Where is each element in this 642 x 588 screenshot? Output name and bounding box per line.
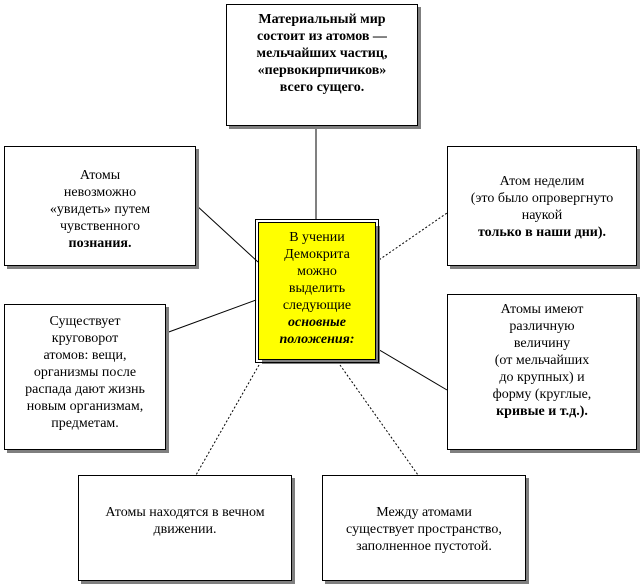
connector-bottom-left (196, 365, 259, 475)
right-top-line-3: наукой (521, 208, 563, 223)
bottom-left-box (78, 475, 292, 581)
right-mid-bold: кривые и т.д.). (496, 404, 588, 419)
bottom-right-line-3: заполненное пустотой. (356, 539, 492, 554)
left-top-bold: познания. (68, 236, 132, 251)
right-mid-line-3: величину (513, 336, 571, 351)
connector-left-mid (166, 300, 256, 333)
center-emph-2: положения: (279, 332, 355, 347)
left-top-line-2: невозможно (63, 185, 137, 200)
center-emph-1: основные (288, 315, 346, 330)
left-mid-line-6: новым организмам, (26, 399, 144, 414)
right-mid-line-6: форму (круглые, (492, 387, 592, 402)
right-mid-line-1: Атомы имеют (500, 302, 584, 317)
left-mid-line-5: распада дают жизнь (25, 382, 145, 397)
left-mid-box (4, 304, 166, 450)
connector-bottom-right (340, 365, 418, 475)
left-mid-line-7: предметам. (51, 416, 119, 431)
right-top-line-2: (это было опровергнуто (470, 191, 614, 206)
bottom-right-line-1: Между атомами (376, 505, 472, 520)
top-line-5: всего сущего. (279, 80, 365, 95)
center-line-4: выделить (288, 281, 346, 296)
bottom-right-line-2: существует пространство, (346, 522, 502, 537)
left-top-line-1: Атомы (79, 168, 121, 183)
left-mid-line-2: круговорот (51, 331, 119, 346)
center-box (258, 222, 376, 360)
connector-right-mid (376, 348, 447, 390)
right-top-bold: только в наши дни). (477, 225, 607, 240)
top-line-2: состоит из атомов — (257, 29, 387, 44)
top-line-1: Материальный мир (258, 12, 386, 27)
center-line-1: В учении (289, 230, 345, 245)
left-mid-line-3: атомов: вещи, (43, 348, 127, 363)
connector-right-top (376, 213, 447, 262)
left-mid-line-1: Существует (49, 314, 121, 329)
right-top-line-1: Атом неделим (499, 174, 585, 189)
right-mid-line-5: до крупных) и (499, 370, 585, 385)
connector-left-top (196, 205, 258, 262)
top-box (226, 4, 418, 126)
bottom-left-line-2: движении. (153, 522, 217, 537)
left-top-line-4: чувственного (59, 219, 141, 234)
center-line-5: следующие (282, 298, 352, 313)
right-mid-line-2: различную (509, 319, 575, 334)
bottom-left-line-1: Атомы находятся в вечном (105, 505, 265, 520)
right-mid-box (447, 294, 637, 450)
center-line-3: можно (297, 264, 337, 279)
top-line-4: «первокирпичиков» (257, 63, 387, 78)
right-mid-line-4: (от мельчайших (494, 353, 590, 368)
left-mid-line-4: организмы после (33, 365, 137, 380)
top-line-3: мельчайших частиц, (256, 46, 388, 61)
center-line-2: Демокрита (284, 247, 350, 262)
left-top-line-3: «увидеть» путем (49, 202, 151, 217)
bottom-right-box (322, 475, 526, 581)
left-top-box (4, 146, 196, 266)
right-top-box (447, 146, 637, 266)
